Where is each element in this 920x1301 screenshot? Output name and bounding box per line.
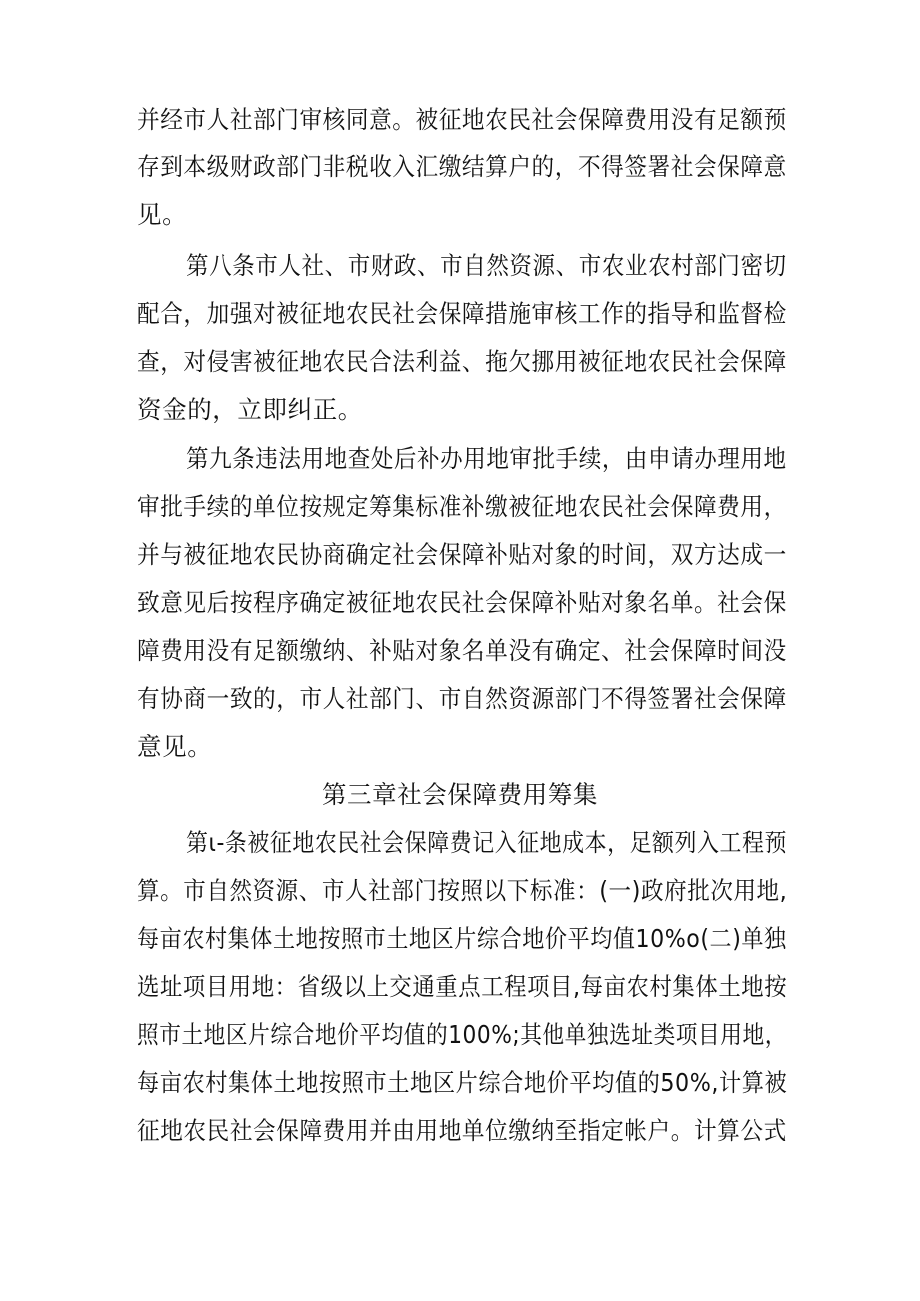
text-line: 每亩农村集体土地按照市土地区片综合地价平均值的50%,计算被 xyxy=(137,1068,788,1097)
text-line: 每亩农村集体土地按照市土地区片综合地价平均值10%o(二)单独 xyxy=(137,924,787,953)
text-line: 第ι-条被征地农民社会保障费记入征地成本，足额列入工程预 xyxy=(186,828,787,857)
text-line: 第八条市人社、市财政、市自然资源、市农业农村部门密切 xyxy=(186,251,787,280)
text-line: 资金的，立即纠正。 xyxy=(137,395,363,424)
text-line: 并经市人社部门审核同意。被征地农民社会保障费用没有足额预 xyxy=(137,105,787,134)
text-line: 查，对侵害被征地农民合法利益、拖欠挪用被征地农民社会保障 xyxy=(137,347,787,376)
text-line: 有协商一致的，市人社部门、市自然资源部门不得签署社会保障 xyxy=(137,684,787,713)
chapter-heading: 第三章社会保障费用筹集 xyxy=(321,780,599,809)
text-line: 配合，加强对被征地农民社会保障措施审核工作的指导和监督检 xyxy=(137,299,787,328)
text-line: 征地农民社会保障费用并由用地单位缴纳至指定帐户。计算公式 xyxy=(137,1116,787,1145)
text-line: 选址项目用地：省级以上交通重点工程项目,每亩农村集体土地按 xyxy=(137,972,788,1001)
text-line: 算。市自然资源、市人社部门按照以下标准：(一)政府批次用地, xyxy=(137,876,788,905)
text-line: 第九条违法用地查处后补办用地审批手续，由申请办理用地 xyxy=(186,444,787,473)
text-line: 并与被征地农民协商确定社会保障补贴对象的时间，双方达成一 xyxy=(137,540,787,569)
text-line: 见。 xyxy=(137,200,188,229)
text-line: 意见。 xyxy=(137,732,213,761)
text-line: 致意见后按程序确定被征地农民社会保障补贴对象名单。社会保 xyxy=(137,588,787,617)
text-line: 审批手续的单位按规定筹集标准补缴被征地农民社会保障费用， xyxy=(137,492,787,521)
text-line: 存到本级财政部门非税收入汇缴结算户的，不得签署社会保障意 xyxy=(137,152,787,181)
text-line: 障费用没有足额缴纳、补贴对象名单没有确定、社会保障时间没 xyxy=(137,636,787,665)
text-line: 照市土地区片综合地价平均值的100%;其他单独选址类项目用地， xyxy=(137,1020,787,1049)
